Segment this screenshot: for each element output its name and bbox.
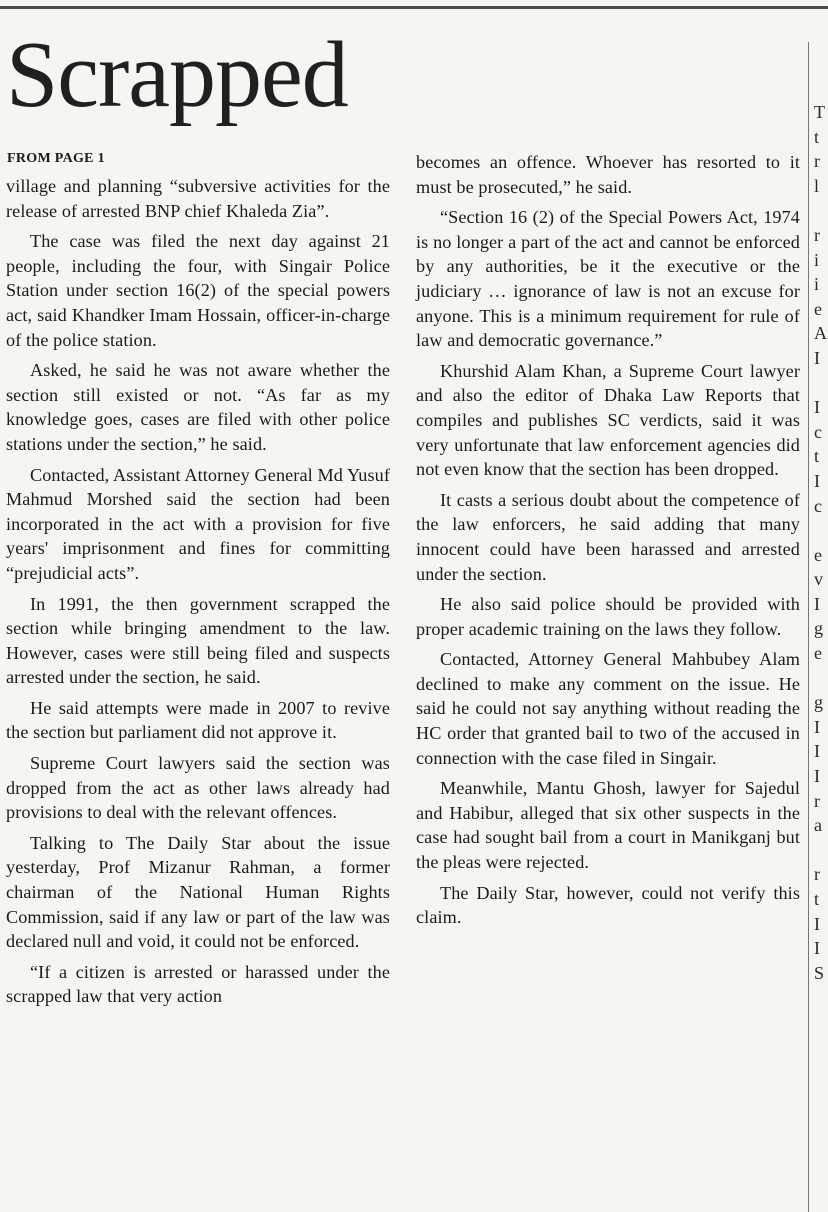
adjacent-glyph: g — [814, 618, 823, 639]
adjacent-glyph: I — [814, 593, 820, 614]
adjacent-glyph: I — [814, 397, 820, 418]
jump-label: FROM PAGE 1 — [7, 151, 105, 166]
adjacent-column-fragment — [814, 100, 828, 985]
adjacent-glyph: I — [814, 347, 820, 368]
paragraph: Talking to The Daily Star about the issue yesterday, Prof Mizanur Rahman, a former chairman of the National Human Rights Commission, said if any law or part of the law was declared null and void, it could not be enforced. — [6, 832, 390, 952]
adjacent-glyph: r — [814, 224, 820, 245]
headline: Scrapped — [6, 23, 348, 127]
adjacent-glyph: e — [814, 298, 822, 319]
paragraph: village and planning “subversive activities for the release of arrested BNP chief Khaleda Zia”. — [6, 176, 390, 221]
adjacent-glyph: i — [814, 274, 820, 295]
adjacent-glyph: T — [814, 102, 825, 122]
adjacent-glyph: r — [814, 864, 820, 885]
adjacent-glyph: e — [814, 544, 822, 565]
adjacent-glyph: c — [814, 421, 822, 442]
adjacent-glyph: l — [814, 175, 820, 196]
adjacent-glyph: I — [814, 766, 820, 787]
adjacent-glyph — [814, 838, 828, 863]
adjacent-glyph: r — [814, 790, 820, 811]
paragraph: The Daily Star, however, could not verify this claim. — [416, 882, 800, 928]
column-divider — [808, 42, 809, 1212]
adjacent-glyph: v — [814, 569, 823, 590]
paragraph: Khurshid Alam Khan, a Supreme Court lawyer and also the editor of Dhaka Law Reports that compiles and publishes SC verdicts, said it was very unfortunate that law enforcement agencies did not even know that the section has been dropped. — [416, 360, 800, 480]
paragraph: “Section 16 (2) of the Special Powers Act, 1974 is no longer a part of the act and cannot be enforced by any authorities, be it the executive or the judiciary … ignorance of law is not an excuse for anyone. This is a minimum requirement for rule of law and democratic governance.” — [416, 207, 800, 351]
paragraph: becomes an offence. Whoever has resorted to it must be prosecuted,” he said. — [416, 152, 800, 197]
adjacent-glyph — [814, 371, 828, 396]
paragraph: Contacted, Assistant Attorney General Md Yusuf Mahmud Morshed said the section had been incorporated in the act with a provision for five years' imprisonment and fines for committing “prejudicial acts”. — [6, 464, 390, 583]
paragraph: In 1991, the then government scrapped the section while bringing amendment to the law. However, cases were still being filed and suspects arrested under the section, he said. — [6, 593, 390, 688]
paragraph: Asked, he said he was not aware whether the section still existed or not. “As far as my knowledge goes, cases are filed with other police stations under the section,” he said. — [6, 360, 390, 454]
paragraph: Supreme Court lawyers said the section was dropped from the act as other laws already had provisions to deal with the relevant offences. — [6, 753, 390, 823]
article-column-1 — [6, 174, 390, 1015]
paragraph: He also said police should be provided with proper academic training on the laws they follow. — [416, 594, 800, 639]
adjacent-glyph: g — [814, 692, 823, 713]
paragraph: Meanwhile, Mantu Ghosh, lawyer for Sajedul and Habibur, alleged that six other suspects in the case had sought bail from a court in Manikganj but the pleas were rejected. — [416, 778, 800, 873]
adjacent-glyph: I — [814, 913, 820, 934]
adjacent-glyph: I — [814, 938, 820, 959]
paragraph: Contacted, Attorney General Mahbubey Alam declined to make any comment on the issue. He said he could not say anything without reading the HC order that granted bail to two of the accused in connection with the case filed in Singair. — [416, 649, 800, 768]
adjacent-glyph: r — [814, 151, 820, 172]
adjacent-glyph: I — [814, 741, 820, 762]
adjacent-glyph: S — [814, 962, 825, 983]
paragraph: He said attempts were made in 2007 to revive the section but parliament did not approve it. — [6, 697, 390, 743]
paragraph: “If a citizen is arrested or harassed under the scrapped law that very action — [6, 961, 390, 1007]
adjacent-glyph: c — [814, 495, 822, 516]
adjacent-glyph: A — [814, 323, 827, 344]
adjacent-glyph — [814, 666, 828, 691]
adjacent-glyph: I — [814, 470, 820, 491]
adjacent-glyph: I — [814, 716, 820, 737]
adjacent-glyph: t — [814, 889, 820, 909]
paragraph: It casts a serious doubt about the competence of the law enforcers, he said adding that many innocent could have been harassed and arrested under the section. — [416, 489, 800, 584]
top-rule — [0, 6, 828, 9]
adjacent-glyph — [814, 198, 828, 223]
adjacent-glyph — [814, 518, 828, 543]
adjacent-glyph: t — [814, 446, 820, 467]
adjacent-glyph: a — [814, 815, 822, 836]
adjacent-glyph: e — [814, 643, 822, 664]
adjacent-glyph: i — [814, 249, 820, 270]
article-column-2 — [416, 150, 800, 936]
paragraph: The case was filed the next day against 21 people, including the four, with Singair Police Station under section 16(2) of the special powers act, said Khandker Imam Hossain, officer-in-charge of the police station. — [6, 231, 390, 350]
adjacent-glyph: t — [814, 126, 820, 147]
